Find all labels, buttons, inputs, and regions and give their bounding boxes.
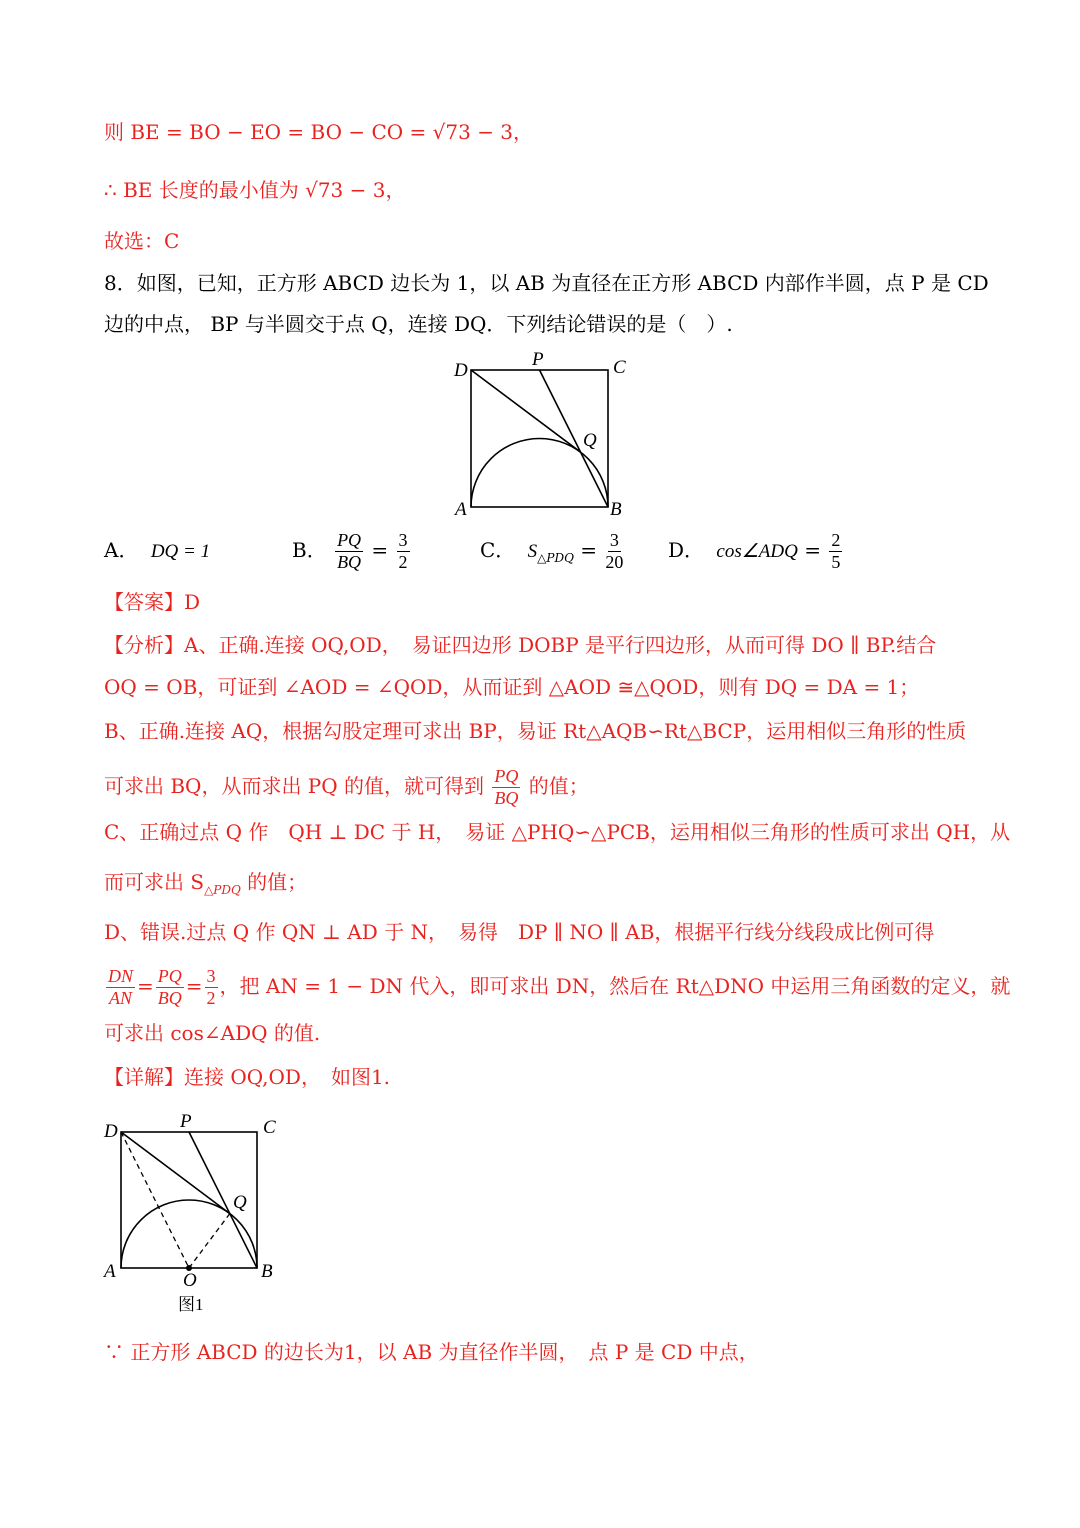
fig1-caption: 图1 [178, 1295, 204, 1314]
fig1-label-d: D [104, 1121, 118, 1142]
fig1-label-c: C [263, 1117, 276, 1138]
choice-b-lhs-frac: $\frac{PQ}{BQ}$ [337, 530, 362, 572]
choice-a-expr: DQ = 1 [150, 541, 211, 562]
choice-a [104, 528, 210, 574]
fig1-label-a: A [104, 1261, 116, 1282]
analysis-d-frac-3-2: $\frac{3}{2}$ [206, 966, 216, 1008]
analysis-c-1: C、正确过点 Q 作 QH ⊥ DC 于 H， 易证 △PHQ∽△PCB，运用相似三角形的性质可求出 QH，从 [104, 820, 1011, 844]
label-d: D [454, 360, 468, 381]
problem-text-1: 如图，已知，正方形 ABCD 边长为 1，以 AB 为直径在正方形 ABCD 内部作半圆，点 P 是 CD [136, 271, 989, 295]
label-c: C [613, 357, 626, 378]
choice-a-letter: A． [104, 538, 139, 562]
text-line-min: ∴ BE 长度的最小值为 √73 − 3， [104, 178, 406, 202]
analysis-a-1: 【分析】A、正确.连接 OQ,OD， 易证四边形 DOBP 是平行四边形，从而可得 DO ∥ BP.结合 [104, 633, 937, 657]
problem-line-2: 边的中点， BP 与半圆交于点 Q，连接 DQ．下列结论错误的是（ ）. [104, 312, 733, 336]
text-line-select: 故选：C [104, 229, 180, 253]
analysis-d-2: $\frac{DN}{AN}$ = $\frac{PQ}{BQ}$ = $\frac{3}{2}$ ，把 AN = 1 − DN 代入，即可求出 DN，然后在 Rt△DNO 中运用三角函数的定义，就 [108, 966, 1011, 1008]
fig1-label-b: B [261, 1261, 273, 1282]
analysis-c-2: 而可求出 $S_{\triangle PDQ}$ 的值； [104, 870, 308, 897]
analysis-a-2: OQ = OB，可证到 ∠AOD = ∠QOD，从而证到 △AOD ≅△QOD，则有 DQ = DA = 1； [104, 675, 920, 699]
text-line-be: 则 BE = BO − EO = BO − CO = √73 − 3， [104, 120, 534, 144]
choice-b-letter: B． [292, 538, 327, 562]
choice-c-letter: C． [480, 538, 516, 562]
figure-1 [98, 1105, 298, 1320]
analysis-b-frac: $\frac{PQ}{BQ}$ [494, 766, 519, 808]
analysis-b-2: 可求出 BQ，从而求出 PQ 的值，就可得到 $\frac{PQ}{BQ}$ 的值； [104, 766, 589, 808]
analysis-d-frac-dn-an: $\frac{DN}{AN}$ [108, 966, 134, 1008]
analysis-d-frac-pq-bq: $\frac{PQ}{BQ}$ [157, 966, 182, 1008]
label-b: B [610, 499, 622, 520]
choice-b-rhs-frac: $\frac{3}{2}$ [398, 530, 408, 572]
figure-main [440, 345, 650, 525]
label-a: A [455, 499, 467, 520]
final-line: ∵ 正方形 ABCD 的边长为1，以 AB 为直径作半圆， 点 P 是 CD 中点， [104, 1340, 759, 1364]
fig1-label-p: P [180, 1111, 192, 1132]
label-q: Q [583, 430, 597, 451]
answer-line: 【答案】D [104, 590, 201, 614]
fig1-dashed-oq [189, 1214, 230, 1268]
choice-d-letter: D． [668, 538, 705, 562]
choice-d-rhs-frac: $\frac{2}{5}$ [831, 530, 841, 572]
choice-c: C． $S_{\triangle PDQ}$ = $\frac{3}{20}$ [480, 530, 624, 572]
detail-line: 【详解】连接 OQ,OD， 如图1. [104, 1065, 391, 1089]
choice-b: B． $\frac{PQ}{BQ}$ = $\frac{3}{2}$ [292, 530, 408, 572]
problem-number: 8． [104, 271, 137, 295]
choice-d: D． cos∠ADQ = $\frac{2}{5}$ [668, 530, 841, 572]
analysis-d-1: D、错误.过点 Q 作 QN ⊥ AD 于 N， 易得 DP ∥ NO ∥ AB，根据平行线分线段成比例可得 [104, 920, 935, 944]
choice-c-rhs-frac: $\frac{3}{20}$ [605, 530, 624, 572]
label-p: P [532, 349, 544, 370]
fig1-label-q: Q [233, 1192, 247, 1213]
analysis-d-3: 可求出 cos∠ADQ 的值. [104, 1021, 321, 1045]
fig1-label-o: O [183, 1270, 197, 1291]
problem-line-1 [104, 268, 989, 298]
analysis-b-1: B、正确.连接 AQ，根据勾股定理可求出 BP，易证 Rt△AQB∽Rt△BCP，运用相似三角形的性质 [104, 719, 967, 743]
